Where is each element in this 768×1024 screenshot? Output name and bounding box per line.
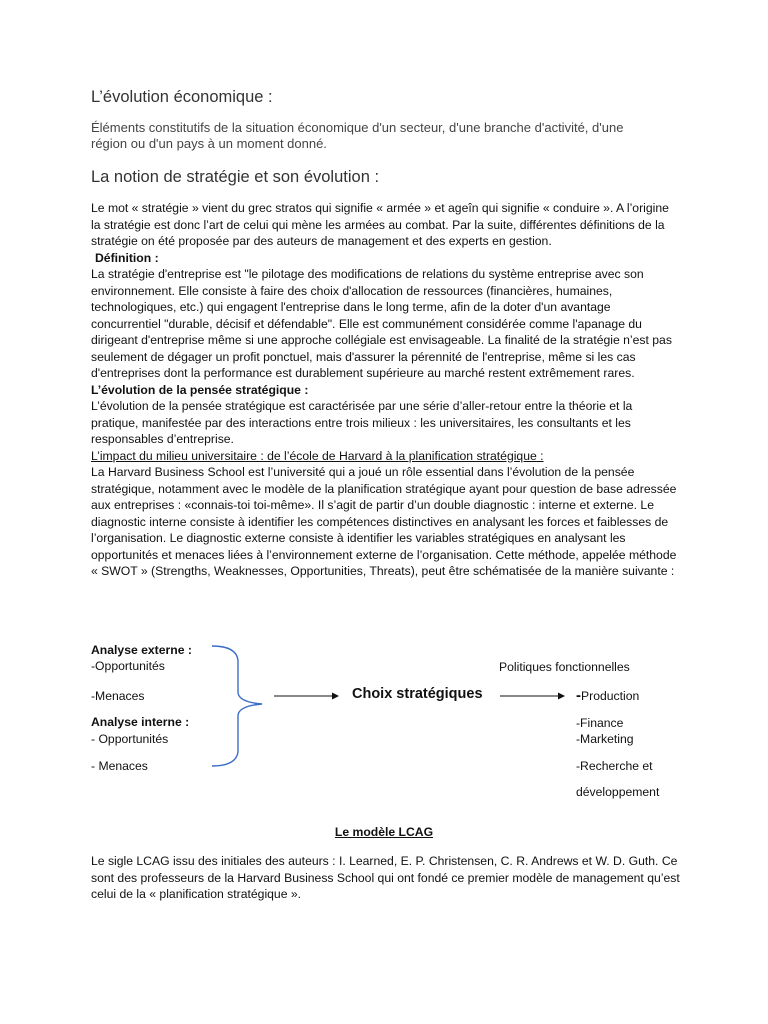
internal-opportunities: - Opportunités <box>91 732 169 746</box>
lcag-paragraph: Le sigle LCAG issu des initiales des auteurs : I. Learned, E. P. Christensen, C. R. Andrews et W. D. Guth. Ce sont des professeurs de la Harvard Business School qui ont fondé ce premier modèle de management qu’est celui de la « planification stratégique ». <box>91 854 680 901</box>
economic-evolution-definition: Éléments constitutifs de la situation économique d'un secteur, d'une branche d'activité, d'une région ou d'un pays à un moment donné. <box>91 120 624 151</box>
external-analysis-label: Analyse externe : <box>91 643 192 657</box>
policy-development: développement <box>576 785 660 799</box>
arrow-to-choices-head <box>332 693 339 700</box>
right-curly-brace <box>212 646 262 766</box>
policy-marketing: -Marketing <box>576 732 634 746</box>
definition-heading: Définition : <box>95 250 159 265</box>
internal-analysis-label: Analyse interne : <box>91 715 190 729</box>
harvard-impact-heading: L’impact du milieu universitaire : de l’école de Harvard à la planification stratégique : <box>91 448 544 463</box>
external-threats: -Menaces <box>91 689 145 703</box>
evolution-heading: L’évolution de la pensée stratégique : <box>91 382 309 397</box>
definition-paragraph: La stratégie d'entreprise est "le pilotage des modifications de relations du système entreprise avec son environnement. Elle consiste à faire des choix d'allocation de ressources (financières, humaines, technologiques, etc.) qui engagent l'entreprise dans le long terme, afin de la doter d'un avantage concurrentiel "durable, décisif et défendable". Elle est communément considérée comme l'apanage du dirigeant d'entreprise même si une approche collégiale est envisageable. La finalité de la stratégie n’est pas seulement de dégager un profit ponctuel, mais d'assurer la pérennité de l'entreprise, même si les cas d'entreprises dont la performance est durablement supérieure au marché restent extrêmement rares. <box>91 267 672 380</box>
strategic-choices-label: Choix stratégiques <box>352 686 483 702</box>
lcag-model-title: Le modèle LCAG <box>334 825 434 839</box>
strategy-body <box>91 200 681 580</box>
harvard-impact-paragraph: La Harvard Business School est l’université qui a joué un rôle essential dans l’évolution de la pensée stratégique, notamment avec le modèle de la planification stratégique ayant pour question de base adressée aux entreprises : «connais-toi toi-même». Il s’agit de partir d’un double diagnostic : interne et externe. Le diagnostic interne consiste à identifier les compétences distinctives en analysant les forces et faiblesses de l’organisation. Le diagnostic externe consiste à identifier les variables stratégiques en analysant les opportunités et menaces liées à l’environnement externe de l’organisation. Cette méthode, appelée méthode « SWOT » (Strengths, Weaknesses, Opportunities, Threats), peut être schématisée de la manière suivante : <box>91 465 677 578</box>
policy-production-label: Production <box>581 689 640 703</box>
heading-strategy-notion: La notion de stratégie et son évolution : <box>91 168 380 186</box>
evolution-paragraph: L’évolution de la pensée stratégique est caractérisée par une série d’aller-retour entre la théorie et la pratique, manifestée par des interactions entre trois milieux : les universitaires, les consultants et les responsables d’entreprise. <box>91 399 633 446</box>
internal-threats: - Menaces <box>91 759 148 773</box>
heading-economic-evolution: L’évolution économique : <box>91 88 273 106</box>
policy-research: -Recherche et <box>576 759 653 773</box>
external-opportunities: -Opportunités <box>91 659 165 673</box>
arrow-to-policies-head <box>558 693 565 700</box>
strategy-intro-paragraph: Le mot « stratégie » vient du grec stratos qui signifie « armée » et ageîn qui signifie « conduire ». A l’origine la stratégie est donc l’art de celui qui mène les armées au combat. Par la suite, différentes définitions de la stratégie on été proposée par des auteurs de management et des experts en gestion. <box>91 201 669 248</box>
policy-finance: -Finance <box>576 716 624 730</box>
functional-policies-title: Politiques fonctionnelles <box>499 660 630 674</box>
policy-production <box>576 688 639 704</box>
policy-production-dash: - <box>576 687 581 704</box>
